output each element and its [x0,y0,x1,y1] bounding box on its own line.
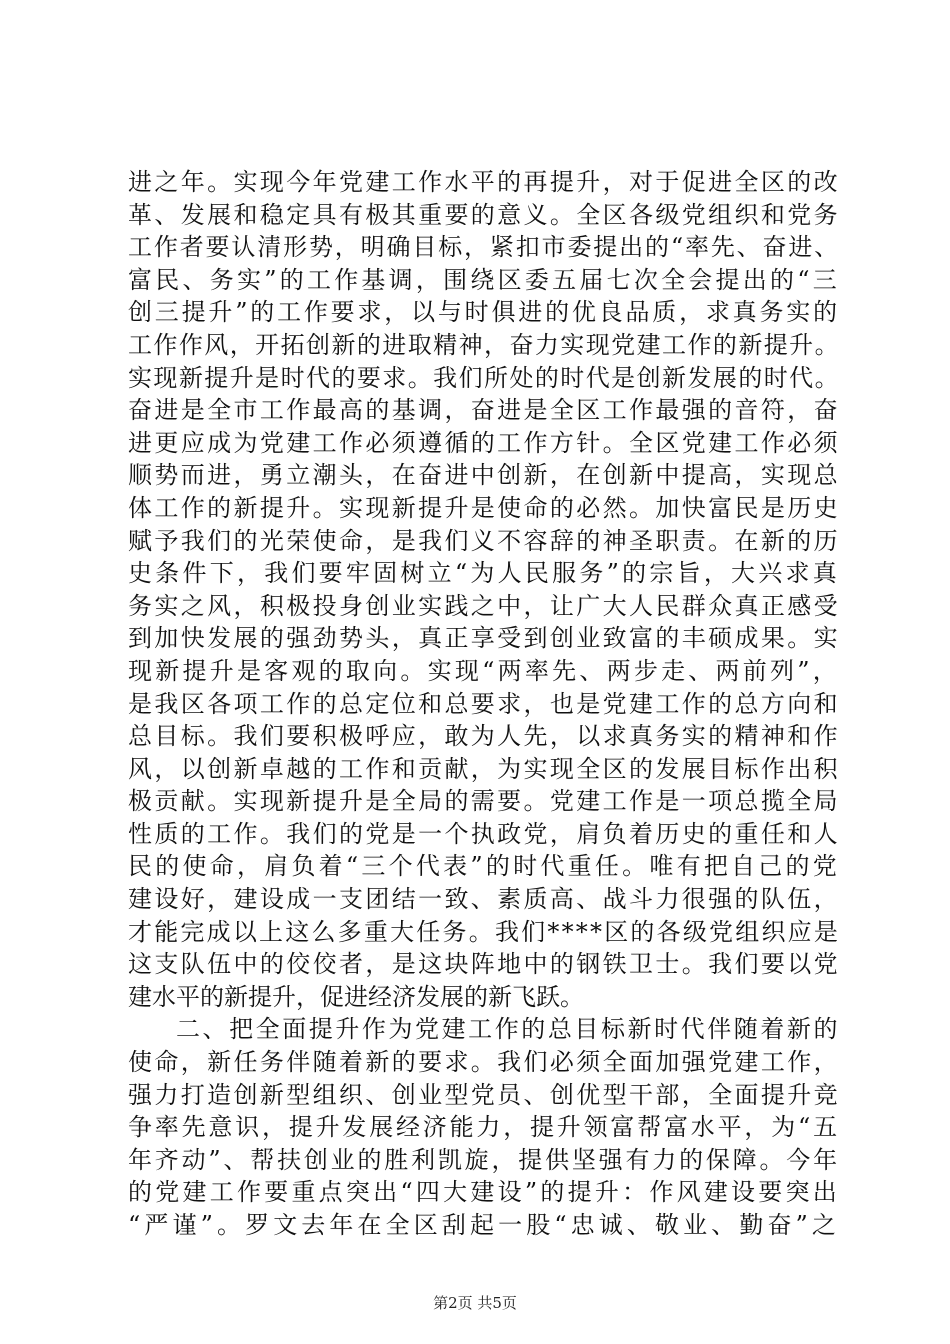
text-line: 体工作的新提升。实现新提升是使命的必然。加快富民是历史 [128,493,840,522]
text-line: 的党建工作要重点突出“四大建设”的提升：作风建设要突出 [128,1178,841,1207]
text-line: 民的使命，肩负着“三个代表”的时代重任。唯有把自己的党 [128,852,841,881]
text-line: 二、把全面提升作为党建工作的总目标新时代伴随着新的 [176,1015,840,1044]
text-line: 建设好，建设成一支团结一致、素质高、战斗力很强的队伍， [128,885,840,914]
text-line: 顺势而进，勇立潮头，在奋进中创新，在创新中提高，实现总 [128,461,840,490]
text-line: 奋进是全市工作最高的基调，奋进是全区工作最强的音符，奋 [128,396,840,425]
text-line: 实现新提升是时代的要求。我们所处的时代是创新发展的时代。 [128,363,841,392]
text-line: 风，以创新卓越的工作和贡献，为实现全区的发展目标作出积 [128,754,840,783]
text-line: 性质的工作。我们的党是一个执政党，肩负着历史的重任和人 [128,819,840,848]
text-line: 现新提升是客观的取向。实现“两率先、两步走、两前列”， [128,656,841,685]
text-line: 争率先意识，提升发展经济能力，提升领富帮富水平，为“五 [128,1113,840,1142]
document-body [128,166,840,1242]
text-line: 这支队伍中的佼佼者，是这块阵地中的钢铁卫士。我们要以党 [128,950,840,979]
text-line: 创三提升”的工作要求，以与时俱进的优良品质，求真务实的 [128,298,840,327]
text-line: 极贡献。实现新提升是全局的需要。党建工作是一项总揽全局 [128,787,840,816]
text-line: 工作作风，开拓创新的进取精神，奋力实现党建工作的新提升。 [128,330,841,359]
page-footer [0,1293,950,1313]
text-line: 总目标。我们要积极呼应，敢为人先，以求真务实的精神和作 [128,722,840,751]
text-line: 强力打造创新型组织、创业型党员、创优型干部，全面提升竞 [128,1080,840,1109]
text-line: 年齐动”、帮扶创业的胜利凯旋，提供坚强有力的保障。今年 [128,1145,840,1174]
text-line: 使命，新任务伴随着新的要求。我们必须全面加强党建工作， [128,1048,840,1077]
text-line: 史条件下，我们要牢固树立“为人民服务”的宗旨，大兴求真 [128,559,841,588]
text-line: 工作者要认清形势，明确目标，紧扣市委提出的“率先、奋进、 [128,233,841,262]
text-line: 进之年。实现今年党建工作水平的再提升，对于促进全区的改 [128,168,840,196]
page-number-label: 第2页 共5页 [433,1294,517,1312]
text-line: 到加快发展的强劲势头，真正享受到创业致富的丰硕成果。实 [128,624,840,653]
text-line: 革、发展和稳定具有极其重要的意义。全区各级党组织和党务 [128,200,840,229]
text-line: 是我区各项工作的总定位和总要求，也是党建工作的总方向和 [128,689,840,718]
text-line: 进更应成为党建工作必须遵循的工作方针。全区党建工作必须 [128,428,840,457]
text-line: “严谨”。罗文去年在全区刮起一股“忠诚、敬业、勤奋”之 [128,1211,841,1239]
text-line: 务实之风，积极投身创业实践之中，让广大人民群众真正感受 [128,591,840,620]
text-line: 才能完成以上这么多重大任务。我们****区的各级党组织应是 [128,917,841,946]
text-line: 富民、务实”的工作基调，围绕区委五届七次全会提出的“三 [128,265,841,294]
text-line: 赋予我们的光荣使命，是我们义不容辞的神圣职责。在新的历 [128,526,840,555]
text-line: 建水平的新提升，促进经济发展的新飞跃。 [128,982,584,1011]
